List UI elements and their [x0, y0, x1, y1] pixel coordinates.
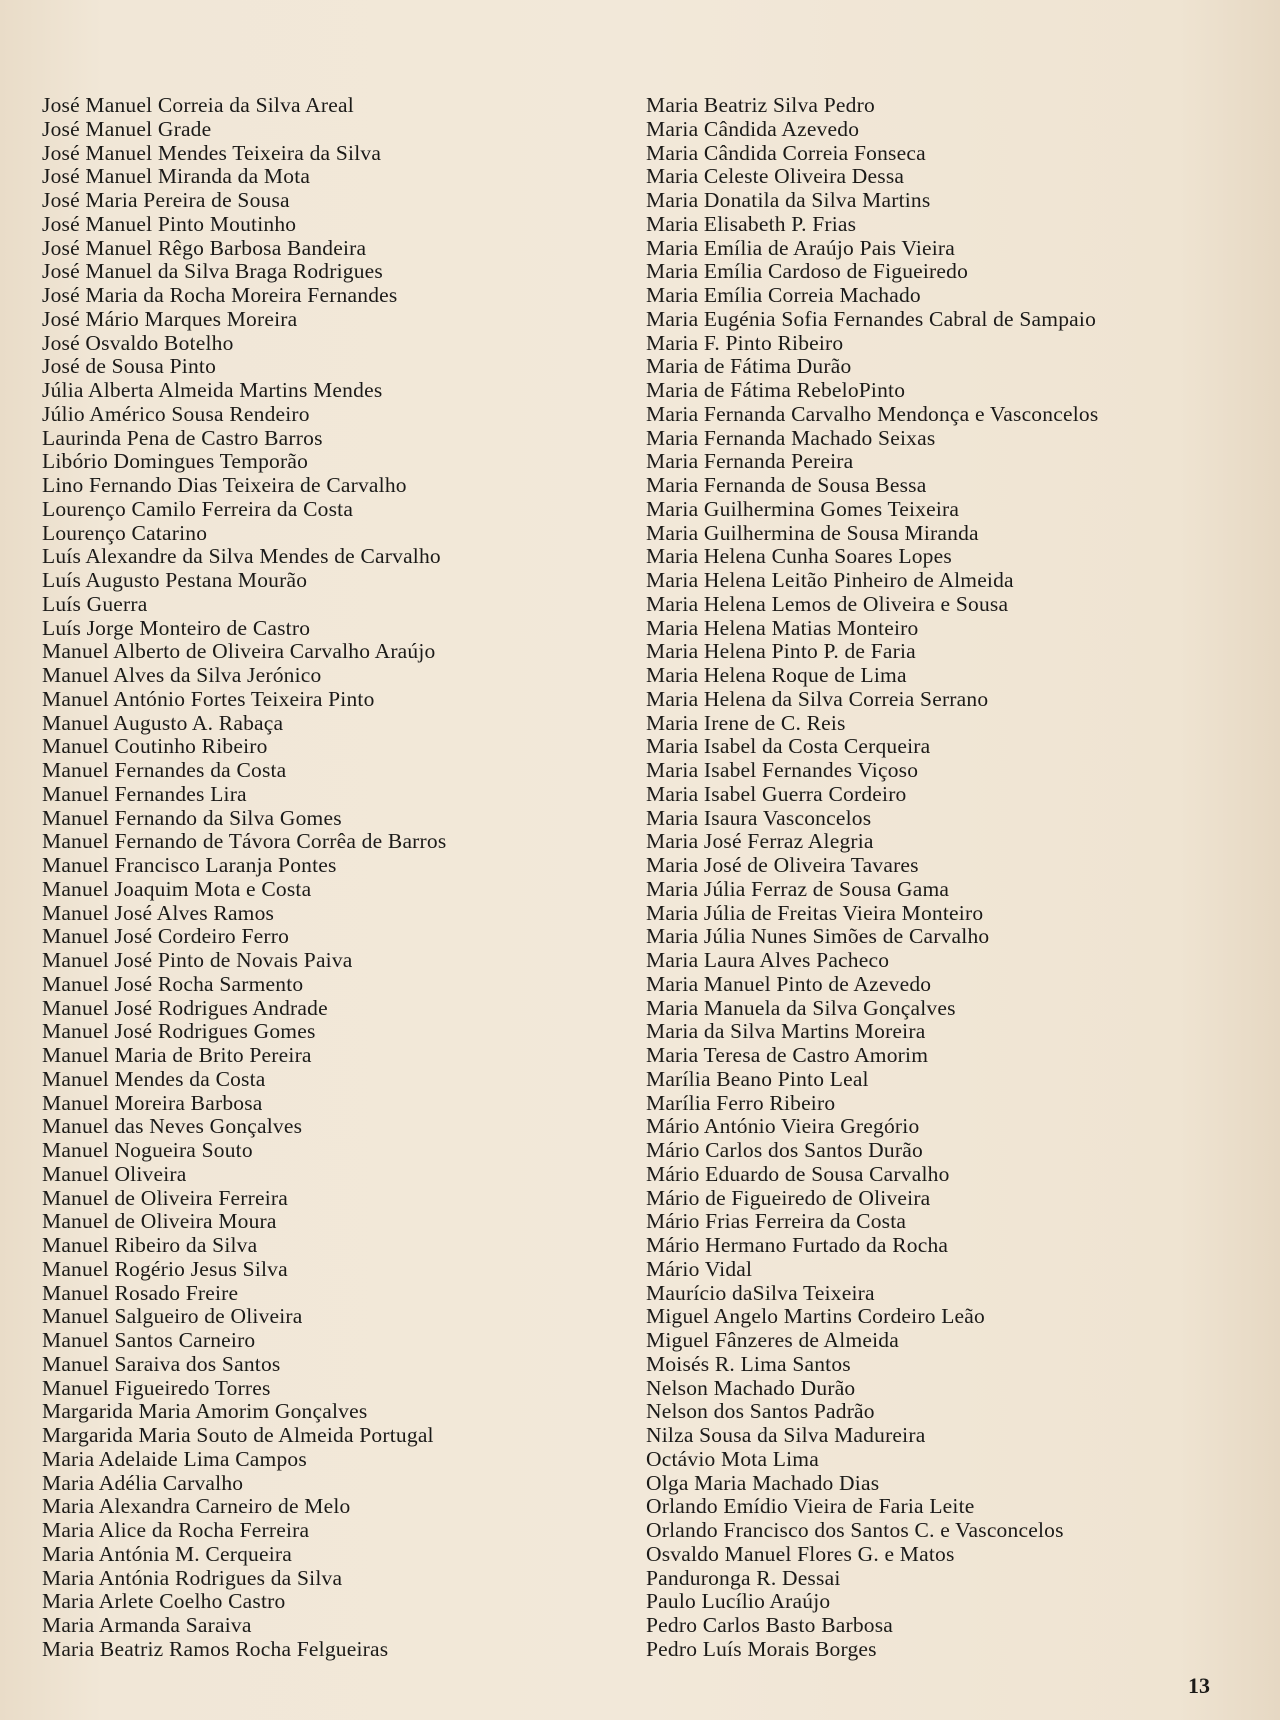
list-item: Manuel Mendes da Costa — [42, 1066, 266, 1091]
list-item: José Manuel da Silva Braga Rodrigues — [42, 259, 383, 284]
list-item: José Mário Marques Moreira — [42, 306, 298, 331]
list-item: Manuel Figueiredo Torres — [42, 1375, 271, 1400]
list-item: Maria Fernanda Pereira — [646, 449, 854, 474]
list-item: Manuel Saraiva dos Santos — [42, 1351, 281, 1376]
list-item: Maria Helena Cunha Soares Lopes — [646, 544, 952, 569]
list-item: Maurício daSilva Teixeira — [646, 1280, 875, 1305]
list-item: Maria Arlete Coelho Castro — [42, 1589, 286, 1614]
list-item: Maria Laura Alves Pacheco — [646, 948, 890, 972]
list-item: Maria Fernanda de Sousa Bessa — [646, 473, 927, 497]
list-item: Manuel José Alves Ramos — [42, 900, 275, 925]
list-item: Maria Eugénia Sofia Fernandes Cabral de Sampaio — [646, 306, 1097, 331]
list-item: Laurinda Pena de Castro Barros — [42, 425, 323, 450]
list-item: José Manuel Mendes Teixeira da Silva — [42, 140, 382, 165]
list-item: Manuel Rogério Jesus Silva — [42, 1256, 288, 1281]
list-item: Manuel José Cordeiro Ferro — [42, 924, 290, 949]
list-item: Lino Fernando Dias Teixeira de Carvalho — [42, 473, 407, 497]
list-item: Manuel das Neves Gonçalves — [42, 1114, 303, 1139]
list-item: Manuel de Oliveira Ferreira — [42, 1185, 288, 1210]
list-item: Orlando Emídio Vieira de Faria Leite — [646, 1494, 975, 1519]
list-item: Maria Antónia Rodrigues da Silva — [42, 1565, 343, 1590]
list-item: Pedro Luís Morais Borges — [646, 1636, 877, 1661]
list-item: Orlando Francisco dos Santos C. e Vasconcelos — [646, 1518, 1064, 1542]
list-item: Manuel Fernandes Lira — [42, 781, 247, 806]
list-item: Mário Hermano Furtado da Rocha — [646, 1233, 949, 1257]
list-item: Mário Carlos dos Santos Durão — [646, 1138, 923, 1162]
list-item: Manuel Alves da Silva Jerónico — [42, 663, 322, 687]
list-item: Manuel Rosado Freire — [42, 1280, 239, 1305]
list-item: Maria Irene de C. Reis — [646, 710, 846, 735]
list-item: Maria Adelaide Lima Campos — [42, 1446, 307, 1471]
list-item: Manuel Francisco Laranja Pontes — [42, 853, 337, 877]
list-item: Maria Donatila da Silva Martins — [646, 188, 931, 212]
list-item: Mário Frias Ferreira da Costa — [646, 1209, 907, 1234]
list-item: Panduronga R. Dessai — [646, 1565, 841, 1590]
list-item: Maria de Fátima Durão — [646, 354, 852, 379]
list-item: Maria Guilhermina Gomes Teixeira — [646, 496, 960, 521]
list-item: Mário António Vieira Gregório — [646, 1114, 920, 1139]
list-item: Manuel António Fortes Teixeira Pinto — [42, 686, 375, 711]
list-item: Maria Teresa de Castro Amorim — [646, 1043, 929, 1067]
list-item: Maria Júlia Ferraz de Sousa Gama — [646, 876, 950, 901]
list-item: Manuel Oliveira — [42, 1161, 187, 1186]
list-item: José Osvaldo Botelho — [42, 330, 234, 355]
list-item: José Manuel Miranda da Mota — [42, 164, 311, 189]
list-item: Maria Adélia Carvalho — [42, 1470, 244, 1495]
list-item: Manuel Nogueira Souto — [42, 1138, 253, 1162]
list-item: Manuel de Oliveira Moura — [42, 1209, 277, 1234]
list-item: Libório Domingues Temporão — [42, 449, 309, 474]
list-item: Maria Alexandra Carneiro de Melo — [42, 1494, 351, 1519]
page-number: 13 — [1188, 1673, 1210, 1698]
list-item: Maria Helena da Silva Correia Serrano — [646, 686, 989, 711]
list-item: Maria Antónia M. Cerqueira — [42, 1541, 292, 1566]
list-item: Manuel Santos Carneiro — [42, 1328, 256, 1352]
list-item: Olga Maria Machado Dias — [646, 1470, 880, 1495]
list-item: Mário de Figueiredo de Oliveira — [646, 1185, 931, 1210]
list-item: Maria Isabel Guerra Cordeiro — [646, 781, 907, 806]
list-item: Paulo Lucílio Araújo — [646, 1589, 831, 1614]
list-item: Maria Emília Correia Machado — [646, 283, 921, 307]
list-item: Manuel Moreira Barbosa — [42, 1090, 263, 1115]
list-item: José Manuel Correia da Silva Areal — [42, 93, 354, 117]
list-item: Maria Beatriz Silva Pedro — [646, 93, 875, 117]
list-item: Luís Alexandre da Silva Mendes de Carvalho — [42, 544, 441, 569]
list-item: Marília Beano Pinto Leal — [646, 1066, 869, 1091]
list-item: José de Sousa Pinto — [42, 354, 217, 379]
list-item: Manuel Fernando de Távora Corrêa de Barros — [42, 829, 447, 854]
list-item: Maria Guilhermina de Sousa Miranda — [646, 520, 979, 545]
list-item: Nelson Machado Durão — [646, 1375, 856, 1400]
list-item: Maria Celeste Oliveira Dessa — [646, 164, 905, 189]
list-item: Maria Emília de Araújo Pais Vieira — [646, 235, 956, 260]
list-item: Manuel Joaquim Mota e Costa — [42, 876, 312, 901]
list-item: Margarida Maria Amorim Gonçalves — [42, 1399, 368, 1424]
list-item: Maria Helena Pinto P. de Faria — [646, 639, 916, 664]
list-item: Manuel Maria de Brito Pereira — [42, 1043, 312, 1067]
list-item: Manuel José Rodrigues Andrade — [42, 995, 328, 1020]
list-item: José Manuel Rêgo Barbosa Bandeira — [42, 235, 367, 260]
list-item: Nilza Sousa da Silva Madureira — [646, 1423, 926, 1447]
list-item: Luís Guerra — [42, 591, 148, 616]
list-item: Pedro Carlos Basto Barbosa — [646, 1613, 894, 1637]
list-item: Maria José Ferraz Alegria — [646, 829, 874, 854]
list-item: Maria F. Pinto Ribeiro — [646, 330, 844, 355]
list-item: Luís Augusto Pestana Mourão — [42, 568, 308, 592]
list-item: Osvaldo Manuel Flores G. e Matos — [646, 1541, 955, 1566]
list-item: Manuel José Rocha Sarmento — [42, 971, 304, 996]
list-item: José Manuel Pinto Moutinho — [42, 211, 297, 236]
list-item: José Maria Pereira de Sousa — [42, 188, 290, 212]
left-name-list — [42, 94, 602, 1662]
list-item: Maria Helena Roque de Lima — [646, 663, 907, 687]
list-item: Maria Helena Leitão Pinheiro de Almeida — [646, 568, 1014, 592]
list-item: Maria Fernanda Machado Seixas — [646, 425, 936, 450]
list-item: Manuel Augusto A. Rabaça — [42, 710, 284, 735]
list-item: Manuel Fernandes da Costa — [42, 758, 287, 782]
list-item: Maria Emília Cardoso de Figueiredo — [646, 259, 969, 284]
list-item: Maria José de Oliveira Tavares — [646, 853, 919, 877]
list-item: José Manuel Grade — [42, 116, 212, 141]
list-item: Moisés R. Lima Santos — [646, 1351, 851, 1376]
list-item: Maria Beatriz Ramos Rocha Felgueiras — [42, 1636, 389, 1661]
list-item: Maria Helena Matias Monteiro — [646, 615, 919, 640]
list-item: Octávio Mota Lima — [646, 1446, 819, 1471]
right-name-list — [646, 94, 1246, 1662]
list-item: Maria Fernanda Carvalho Mendonça e Vasconcelos — [646, 401, 1099, 426]
list-item: Maria Júlia de Freitas Vieira Monteiro — [646, 900, 984, 925]
list-item: Mário Eduardo de Sousa Carvalho — [646, 1161, 950, 1186]
list-item: Miguel Fânzeres de Almeida — [646, 1328, 899, 1352]
list-item: Manuel Alberto de Oliveira Carvalho Araújo — [42, 639, 436, 664]
list-item: Manuel Ribeiro da Silva — [42, 1233, 258, 1257]
list-item: Maria Armanda Saraiva — [42, 1613, 252, 1637]
list-item: Maria Isabel da Costa Cerqueira — [646, 734, 931, 759]
list-item: Júlio Américo Sousa Rendeiro — [42, 401, 310, 426]
list-item: Maria Manuel Pinto de Azevedo — [646, 971, 932, 996]
list-item: Maria Manuela da Silva Gonçalves — [646, 995, 956, 1020]
list-item: Maria Júlia Nunes Simões de Carvalho — [646, 924, 990, 949]
list-item: Maria Isaura Vasconcelos — [646, 805, 872, 830]
list-item: Manuel José Pinto de Novais Paiva — [42, 948, 353, 972]
list-item: Manuel Fernando da Silva Gomes — [42, 805, 342, 830]
list-item: Marília Ferro Ribeiro — [646, 1090, 836, 1115]
list-item: Mário Vidal — [646, 1256, 753, 1281]
list-item: Maria Cândida Correia Fonseca — [646, 140, 926, 165]
list-item: Manuel José Rodrigues Gomes — [42, 1019, 316, 1044]
list-item: Manuel Coutinho Ribeiro — [42, 734, 268, 759]
list-item: Nelson dos Santos Padrão — [646, 1399, 875, 1424]
list-item: José Maria da Rocha Moreira Fernandes — [42, 283, 398, 307]
list-item: Margarida Maria Souto de Almeida Portugal — [42, 1423, 434, 1447]
list-item: Luís Jorge Monteiro de Castro — [42, 615, 311, 640]
list-item: Maria Cândida Azevedo — [646, 116, 860, 141]
list-item: Lourenço Catarino — [42, 520, 208, 545]
list-item: Maria da Silva Martins Moreira — [646, 1019, 926, 1044]
list-item: Júlia Alberta Almeida Martins Mendes — [42, 378, 383, 402]
list-item: Maria Elisabeth P. Frias — [646, 211, 857, 236]
list-item: Miguel Angelo Martins Cordeiro Leão — [646, 1304, 985, 1329]
list-item: Manuel Salgueiro de Oliveira — [42, 1304, 303, 1329]
list-item: Lourenço Camilo Ferreira da Costa — [42, 496, 354, 521]
list-item: Maria de Fátima RebeloPinto — [646, 378, 906, 402]
list-item: Maria Helena Lemos de Oliveira e Sousa — [646, 591, 1009, 616]
list-item: Maria Isabel Fernandes Viçoso — [646, 758, 919, 782]
list-item: Maria Alice da Rocha Ferreira — [42, 1518, 310, 1542]
